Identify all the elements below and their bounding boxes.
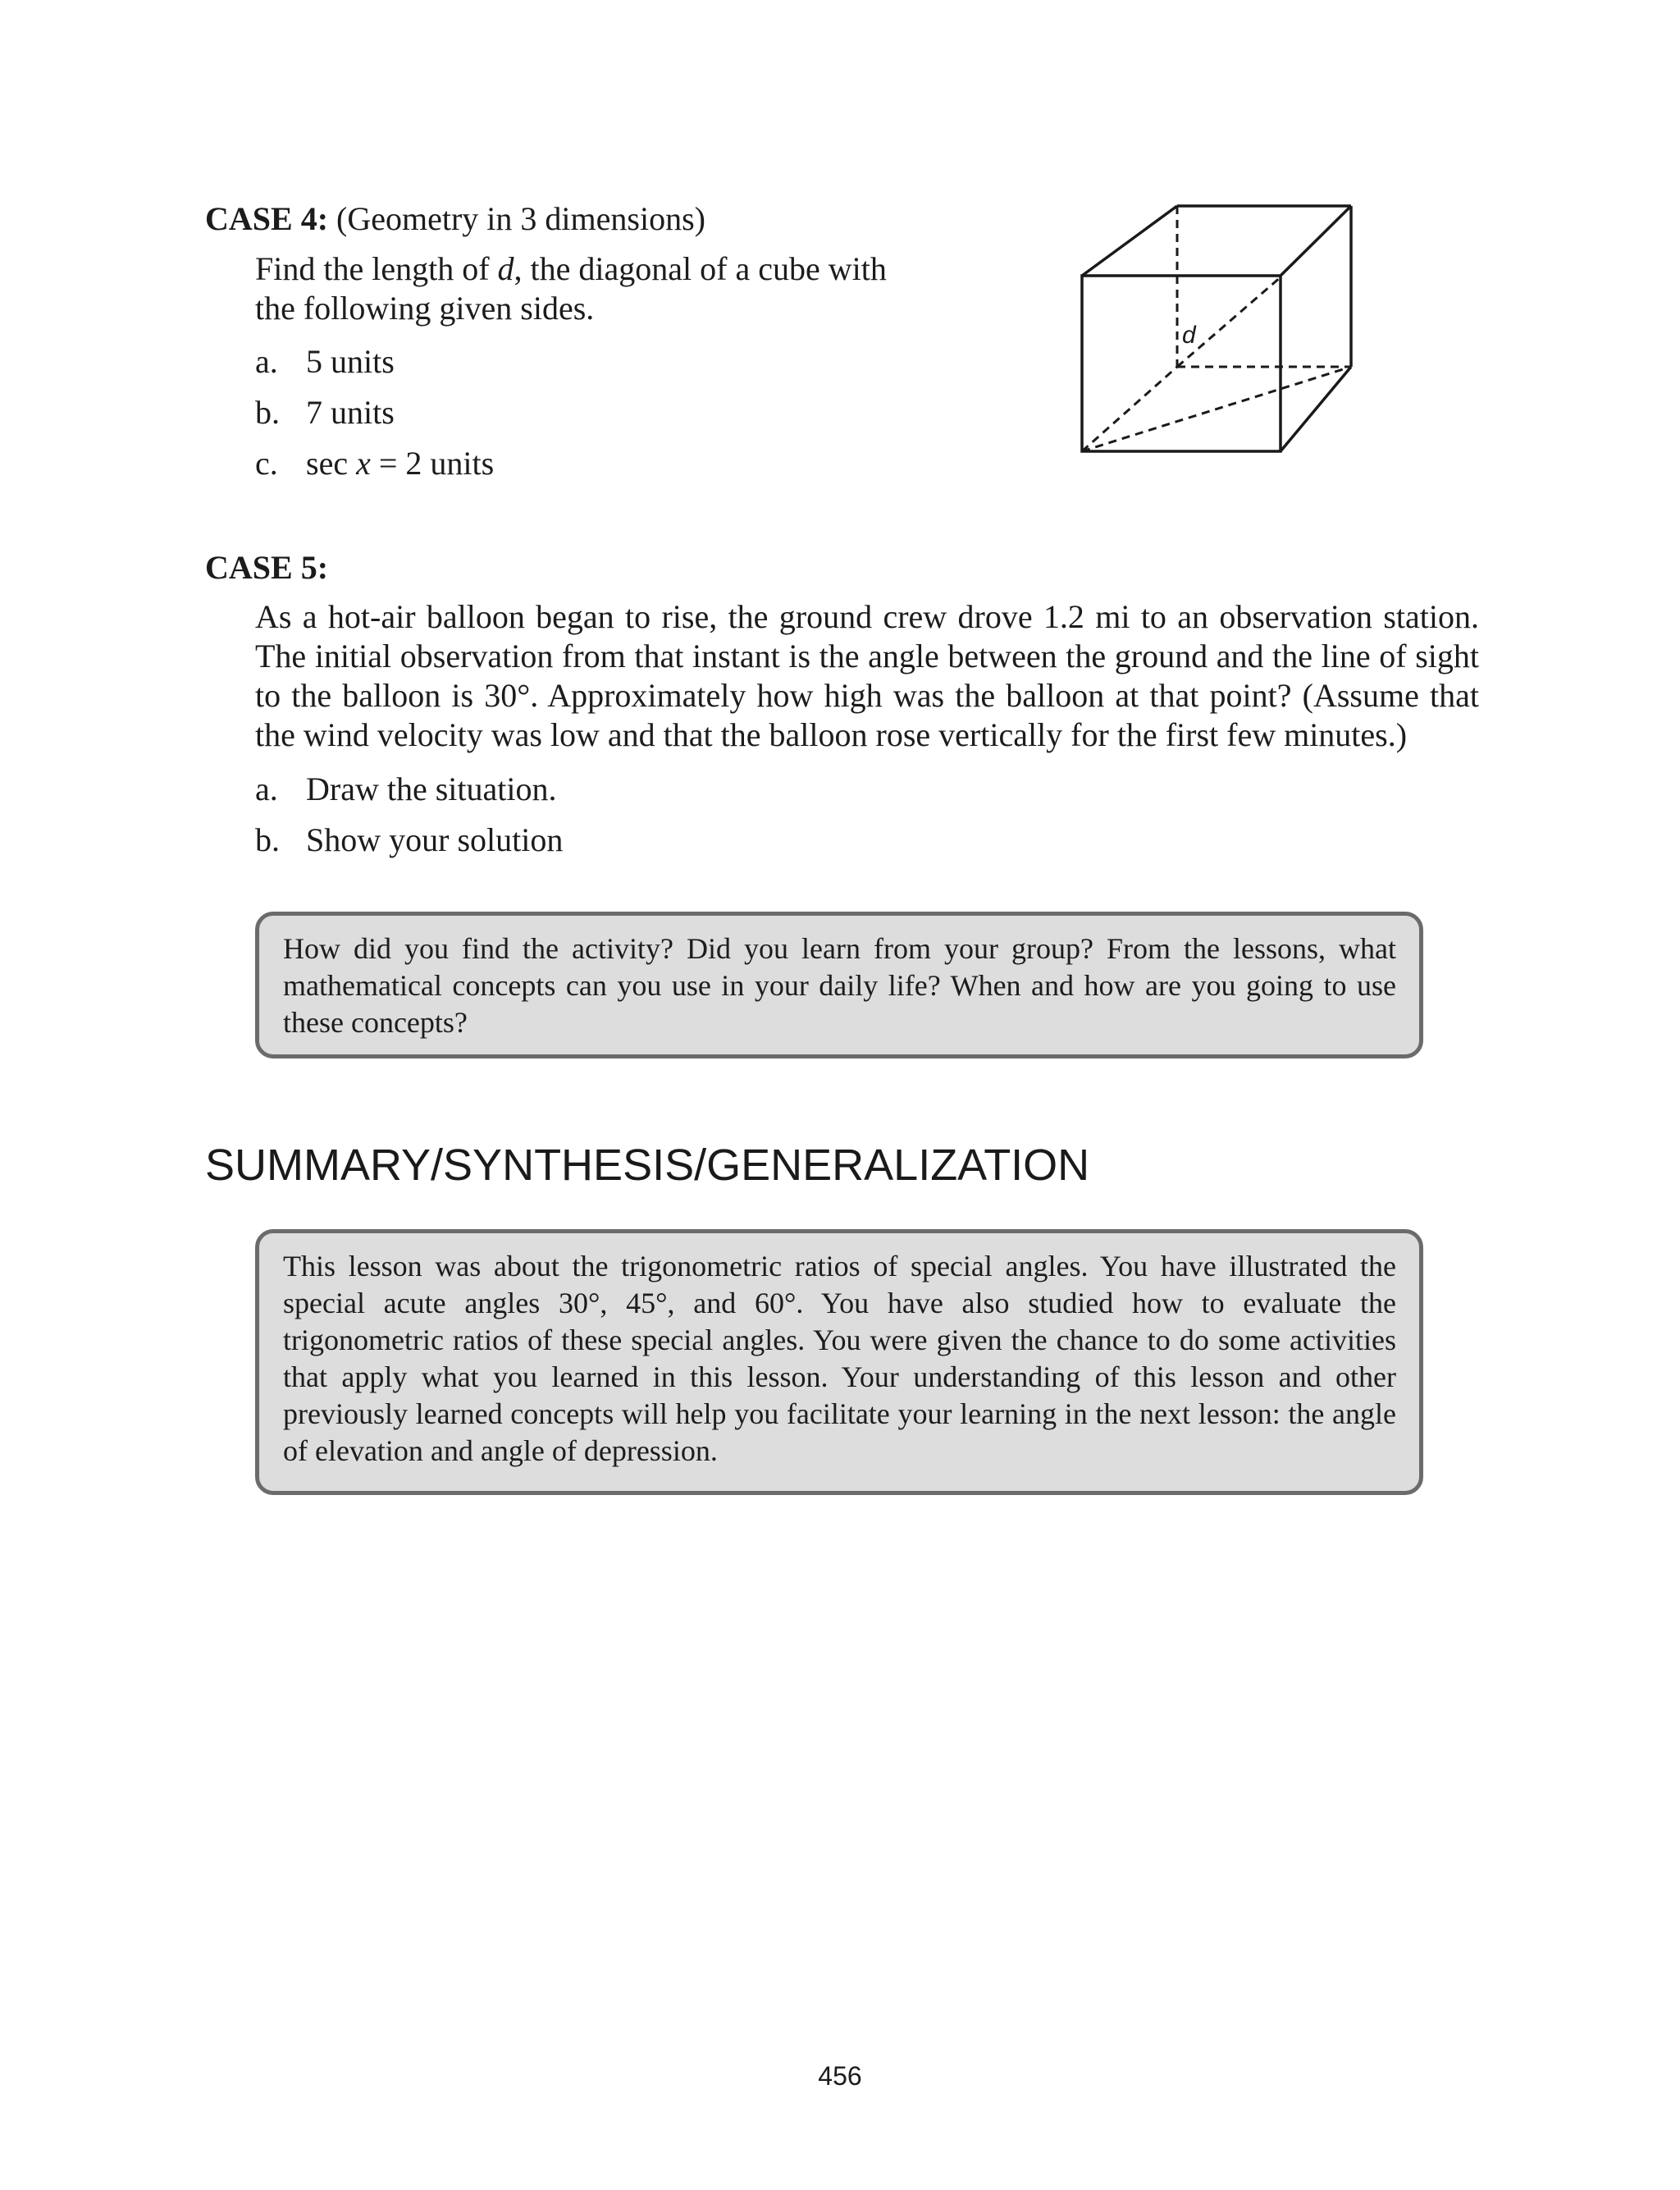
item-letter: a. [255,770,278,807]
item-text: Draw the situation. [306,770,557,807]
item-text: 7 units [306,394,395,431]
hidden-edge [1082,367,1177,451]
case5-paragraph: As a hot-air balloon began to rise, the ground crew drove 1.2 mi to an observation station. The initial observation from that instant is the angle between the ground and the line of sight to the balloon is 30°. Approximately how high was the balloon at that point? (Assume that the wind velocity was low and that the balloon rose vertically for the first few minutes.) [255,598,1479,753]
case4-prompt-text-2: , the diagonal of a cube with [514,250,887,287]
case4-item-c [255,445,494,482]
case5-item-b [255,821,563,859]
x-variable: x [356,445,371,482]
case4-label: CASE 4: [205,200,329,237]
item-letter: a. [255,343,278,380]
case4-heading [205,200,705,238]
case4-prompt-text: Find the length of [255,250,490,287]
item-text: sec [306,445,349,482]
reflection-box [255,912,1423,1058]
cube-edge [1281,206,1351,276]
case5-item-a [255,770,557,808]
item-letter: b. [255,394,280,431]
case4-subtitle: (Geometry in 3 dimensions) [336,200,705,237]
reflection-text: How did you find the activity? Did you learn from your group? From the lessons, what mathematical concepts can you use in your daily life? When and how are you going to use these concepts? [283,932,1396,1039]
item-text: 5 units [306,343,395,380]
base-diagonal [1082,367,1351,451]
summary-title: SUMMARY/SYNTHESIS/GENERALIZATION [205,1141,1090,1190]
page-number: 456 [818,2061,862,2091]
case5-label: CASE 5: [205,549,329,586]
case4-prompt [255,249,944,328]
cube-diagram [1075,197,1370,459]
case4-item-b [255,394,395,432]
item-letter: c. [255,445,278,482]
case5-heading [205,549,328,587]
cube-edge [1281,367,1351,451]
d-label: d [1182,322,1196,349]
summary-text: This lesson was about the trigonometric ratios of special angles. You have illustrated the special acute angles 30°, 45°, and 60°. You have also studied how to evaluate the trigonometric ratios of these special angles. You were given the chance to do some activities that apply what you learned in this lesson. Your understanding of this lesson and other previously learned concepts will help you facilitate your learning in the next lesson: the angle of elevation and angle of depression. [283,1250,1396,1467]
cube-edge [1082,206,1177,276]
case4-item-a [255,343,395,381]
item-text: = 2 units [378,445,495,482]
item-letter: b. [255,821,280,858]
summary-box [255,1229,1423,1495]
item-text: Show your solution [306,821,564,858]
d-variable: d [497,250,514,287]
case4-prompt-line2: the following given sides. [255,290,595,327]
